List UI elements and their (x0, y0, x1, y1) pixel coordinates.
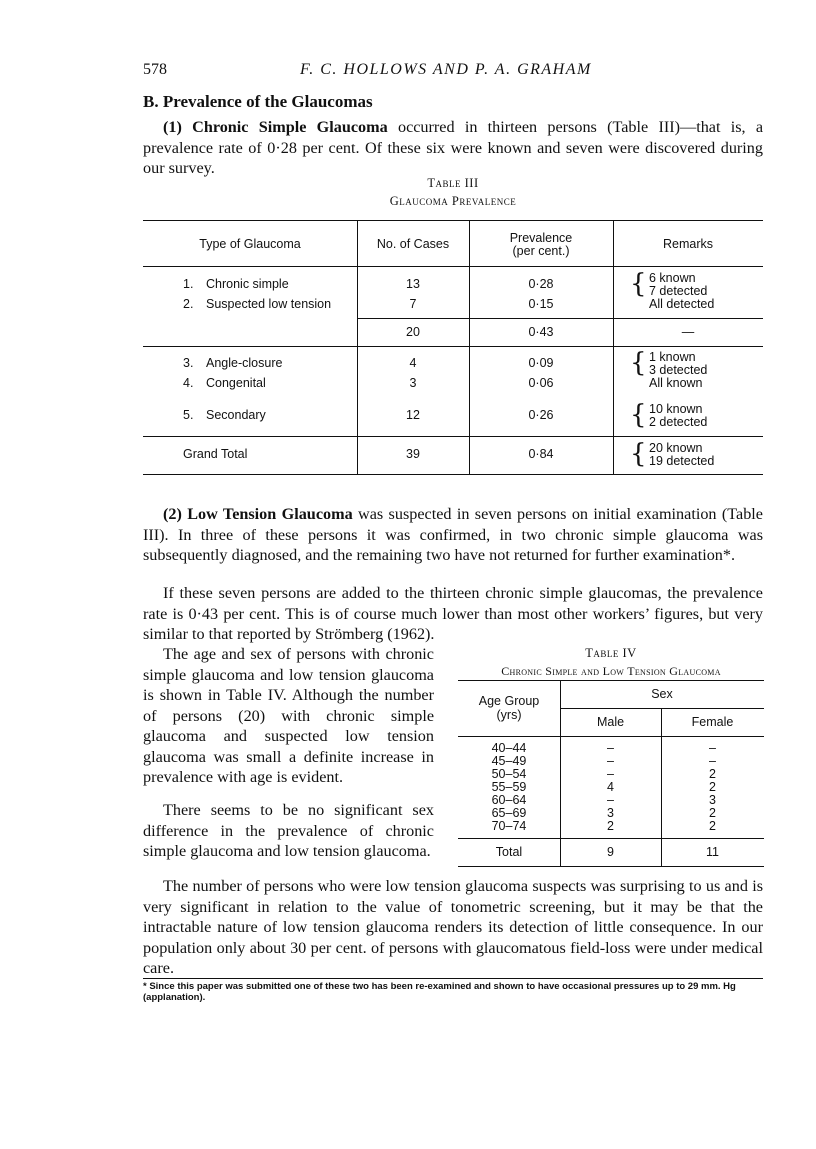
row-remark: 10 known (649, 402, 703, 416)
row-type: Angle-closure (206, 356, 283, 370)
rule (560, 708, 764, 709)
row-cases: 7 (409, 297, 417, 311)
row-cases: 3 (409, 376, 417, 390)
paragraph-age-sex: The age and sex of persons with chronic simple glaucoma and low tension glaucoma is shown in Table IV. Although the number of persons (20) with chronic simple glaucoma and suspected low tension glaucoma was small a definite increase in prevalence with age is evident. (143, 645, 434, 786)
age-group: 40–44 (491, 741, 527, 755)
male-count: – (607, 793, 614, 807)
brace-icon: { (630, 439, 647, 469)
row-cases: 4 (409, 356, 417, 370)
rule (613, 220, 614, 474)
table3-label: Table III (427, 176, 479, 190)
page-number: 578 (143, 61, 167, 78)
header-remarks: Remarks (662, 237, 713, 251)
row-prevalence: 0·28 (528, 277, 554, 291)
row-remark: 1 known (649, 350, 696, 364)
para-text: occurred in thirteen persons (Table III)—that is, a prevalence rate of 0·28 per cent. Of these six were known and seven were discovered during our survey. (143, 118, 764, 177)
paragraph-chronic-simple (143, 117, 763, 179)
male-count: – (607, 754, 614, 768)
paragraph-conclusion: The number of persons who were low tension glaucoma suspects was surprising to us and is very significant in relation to the value of tonometric screening, but it may be that the intractable nature of low tension glaucoma renders its detection of little consequence. In our population only about 30 per cent. of persons with glaucomatous field-loss were under medical care. (143, 877, 763, 977)
row-cases: 13 (406, 277, 420, 291)
rule (458, 866, 764, 867)
table4 (458, 680, 764, 870)
row-remark: 3 detected (649, 363, 708, 377)
rule (143, 474, 763, 475)
row-type: Suspected low tension (206, 297, 332, 311)
header-type: Type of Glaucoma (199, 237, 301, 251)
brace-icon: { (630, 348, 647, 378)
rule (458, 838, 764, 839)
row-remark: 2 detected (649, 415, 708, 429)
rule (143, 220, 763, 221)
age-group: 65–69 (491, 806, 527, 820)
female-count: 2 (709, 780, 716, 794)
rule (143, 266, 763, 267)
female-count: 3 (709, 793, 716, 807)
table4-label: Table IV (585, 646, 637, 660)
table4-title: Chronic Simple and Low Tension Glaucoma (501, 664, 721, 678)
para-lead: (1) Chronic Simple Glaucoma (163, 118, 388, 136)
row-type: Chronic simple (206, 277, 289, 291)
header-age-group: Age Group (478, 694, 540, 708)
total-male: 9 (607, 845, 614, 859)
age-group: 50–54 (491, 767, 527, 781)
female-count: – (709, 754, 716, 768)
section-heading: B. Prevalence of the Glaucomas (143, 92, 373, 111)
total-label: Total (495, 845, 523, 859)
grand-total-label: Grand Total (183, 447, 248, 461)
header-sex: Sex (651, 687, 673, 701)
footnote-rule (143, 978, 763, 979)
female-count: 2 (709, 819, 716, 833)
male-count: 2 (607, 819, 614, 833)
header-age-unit: (yrs) (496, 708, 522, 722)
paragraph-prevalence-rate: If these seven persons are added to the thirteen chronic simple glaucomas, the prevalence rate is 0·43 per cent. This is of course much lower than most other workers’ figures, but very similar to that reported by Strömberg (1962). (143, 584, 763, 643)
para-lead: (2) Low Tension Glaucoma (163, 505, 353, 523)
table3 (143, 220, 763, 476)
female-count: 2 (709, 767, 716, 781)
row-number: 2. (183, 297, 194, 311)
subtotal-prevalence: 0·43 (528, 325, 554, 339)
rule (458, 736, 764, 737)
running-head: F. C. HOLLOWS AND P. A. GRAHAM (300, 61, 592, 78)
female-count: – (709, 741, 716, 755)
age-group: 60–64 (491, 793, 527, 807)
row-remark: 7 detected (649, 284, 708, 298)
subtotal-remark: — (681, 325, 695, 339)
row-type: Congenital (206, 376, 266, 390)
male-count: 3 (607, 806, 614, 820)
footnote: * Since this paper was submitted one of these two has been re-examined and shown to have occasional pressures up to 29 mm. Hg (applanation). (143, 981, 736, 1003)
row-number: 4. (183, 376, 194, 390)
header-prevalence-unit: (per cent.) (512, 244, 570, 258)
rule (357, 318, 763, 319)
header-prevalence: Prevalence (509, 231, 573, 245)
rule (357, 220, 358, 474)
row-cases: 12 (406, 408, 420, 422)
row-remark: 6 known (649, 271, 696, 285)
age-group: 55–59 (491, 780, 527, 794)
rule (469, 220, 470, 474)
grand-total-cases: 39 (406, 447, 420, 461)
header-cases: No. of Cases (376, 237, 450, 251)
female-count: 2 (709, 806, 716, 820)
paragraph-sex-difference: There seems to be no significant sex difference in the prevalence of chronic simple glaucoma and low tension glaucoma. (143, 801, 434, 860)
male-count: – (607, 767, 614, 781)
age-group: 70–74 (491, 819, 527, 833)
row-prevalence: 0·06 (528, 376, 554, 390)
total-female: 11 (706, 845, 719, 859)
table3-title: Glaucoma Prevalence (389, 194, 517, 208)
row-prevalence: 0·09 (528, 356, 554, 370)
male-count: – (607, 741, 614, 755)
grand-total-prevalence: 0·84 (528, 447, 554, 461)
age-group: 45–49 (491, 754, 527, 768)
rule (143, 346, 763, 347)
header-female: Female (691, 715, 734, 729)
grand-total-remark: 19 detected (649, 454, 715, 468)
row-remark: All detected (649, 297, 715, 311)
row-number: 1. (183, 277, 194, 291)
row-remark: All known (649, 376, 703, 390)
row-prevalence: 0·15 (528, 297, 554, 311)
subtotal-cases: 20 (406, 325, 420, 339)
row-number: 3. (183, 356, 194, 370)
brace-icon: { (630, 269, 647, 299)
row-type: Secondary (206, 408, 266, 422)
grand-total-remark: 20 known (649, 441, 703, 455)
rule (458, 680, 764, 681)
header-male: Male (596, 715, 625, 729)
brace-icon: { (630, 400, 647, 430)
male-count: 4 (607, 780, 614, 794)
row-number: 5. (183, 408, 194, 422)
rule (143, 436, 763, 437)
row-prevalence: 0·26 (528, 408, 554, 422)
paragraph-low-tension (143, 504, 763, 566)
para-text: was suspected in seven persons on initial examination (Table III). In three of these persons it was confirmed, in two chronic simple glaucoma was subsequently diagnosed, and the remaining two have not returned for further examination*. (143, 505, 763, 564)
